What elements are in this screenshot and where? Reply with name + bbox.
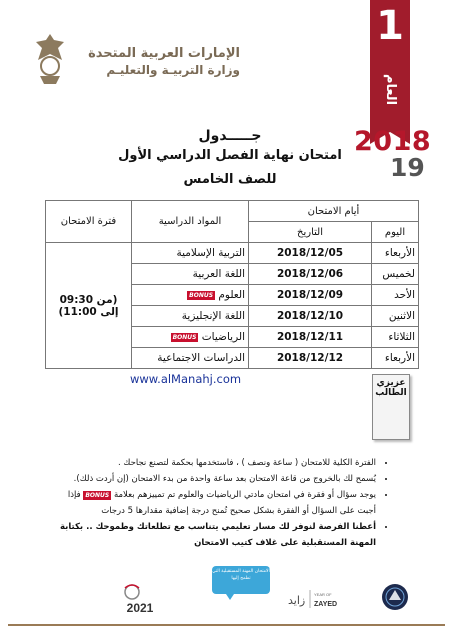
row-subject xyxy=(132,327,249,348)
day-header: اليوم xyxy=(372,222,419,243)
schedule-title: جـــــدول xyxy=(198,128,262,144)
note-item: • أعطنا الفرصة لنوفر لك مسار تعليمي يتناسب مع تطلعاتك وطموحك .. بكتابة المهنة المستقبلية على غلاف كتيب الامتحان xyxy=(50,519,376,551)
dear-student-label: عزيزي الطالب xyxy=(375,378,407,398)
period-header: فترة الامتحان xyxy=(46,201,132,243)
row-subject xyxy=(132,306,249,327)
logo-2021-text: 2021 xyxy=(126,601,154,615)
svg-text:زايد: زايد xyxy=(288,594,306,607)
note-text: فإذا أجبت على السؤال أو الفقرة بشكل صحيح تُمنح درجة إضافية مقدارها 5 درجات xyxy=(67,490,376,516)
uae-emblem-icon xyxy=(30,30,70,86)
bonus-badge: BONUS xyxy=(172,333,197,341)
row-date: 2018/12/11 xyxy=(249,327,372,348)
row-subject xyxy=(132,264,249,285)
exam-schedule-table xyxy=(45,200,419,369)
row-subject xyxy=(132,348,249,369)
ribbon-text: العام الدراسي xyxy=(323,62,398,118)
subject-label: اللغة العربية xyxy=(192,268,245,280)
footer-divider xyxy=(8,624,445,626)
row-day: لخميس xyxy=(372,264,419,285)
exam-title: امتحان نهاية الفصل الدراسي الأول xyxy=(118,148,342,163)
website-link[interactable]: www.alManahj.com xyxy=(130,372,242,386)
row-day: الأربعاء xyxy=(372,348,419,369)
row-day: الاثنين xyxy=(372,306,419,327)
grade-title: للصف الخامس xyxy=(183,172,277,187)
subject-label: التربية الإسلامية xyxy=(176,247,245,259)
student-notes xyxy=(50,455,390,551)
uae-2021-logo-icon xyxy=(120,582,160,616)
row-subject xyxy=(132,243,249,264)
space-mission-logo-icon xyxy=(380,582,410,612)
row-date: 2018/12/05 xyxy=(249,243,372,264)
year-main: 2018 xyxy=(354,126,432,157)
speech-bubble: الامتحان المهنة المستقبلية التي تطمح إليها xyxy=(212,566,270,594)
speech-bubble-tail xyxy=(226,594,234,600)
row-subject xyxy=(132,285,249,306)
exam-period: (من 09:30 إلى 11:00) xyxy=(46,243,132,369)
ministry-name-line1: الإمارات العربية المتحدة xyxy=(88,46,240,61)
date-header: التاريخ xyxy=(249,222,372,243)
subject-label: الرياضيات xyxy=(201,331,245,343)
note-item xyxy=(50,487,376,519)
row-date: 2018/12/09 xyxy=(249,285,372,306)
row-day: الأربعاء xyxy=(372,243,419,264)
row-date: 2018/12/06 xyxy=(249,264,372,285)
note-item: • الفترة الكلية للامتحان ( ساعة ونصف ) ، فاستخدمها بحكمة لتصنع نجاحك . xyxy=(50,455,376,471)
ministry-name-line2: وزارة التربيـة والتعليـم xyxy=(106,63,240,77)
note-item: • يُسمح لك بالخروج من قاعة الامتحان بعد ساعة واحدة من بدء الامتحان (إن أردت ذلك). xyxy=(50,471,376,487)
year-next: 19 xyxy=(390,153,425,182)
row-day: الأحد xyxy=(372,285,419,306)
year-of-zayed-logo-icon xyxy=(282,584,342,614)
subject-label: الدراسات الاجتماعية xyxy=(157,352,245,364)
subject-label: العلوم xyxy=(218,289,245,301)
table-row xyxy=(46,243,419,264)
subjects-header: المواد الدراسية xyxy=(132,201,249,243)
row-day: الثلاثاء xyxy=(372,327,419,348)
ribbon-number: 1 xyxy=(376,3,404,49)
subject-label: اللغة الإنجليزية xyxy=(181,310,245,322)
exam-days-header: أيام الامتحان xyxy=(249,201,419,222)
zayed-year-text: YEAR OF xyxy=(314,592,332,597)
row-date: 2018/12/12 xyxy=(249,348,372,369)
zayed-text: ZAYED xyxy=(314,601,338,608)
row-date: 2018/12/10 xyxy=(249,306,372,327)
bonus-badge: BONUS xyxy=(85,492,110,499)
note-text: يوجد سؤال أو فقرة في امتحان مادتي الرياضيات والعلوم تم تمييزهم بعلامة xyxy=(113,490,376,500)
bonus-badge: BONUS xyxy=(189,291,214,299)
